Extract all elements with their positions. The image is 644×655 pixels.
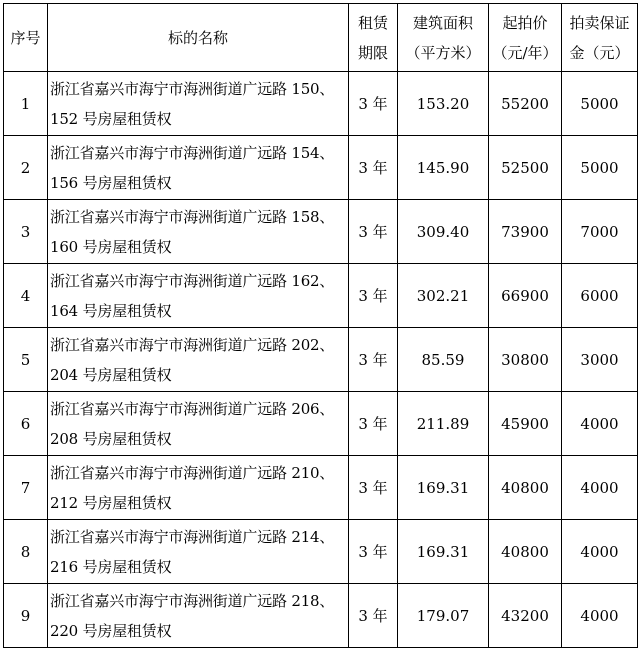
cell-name-line: 152 号房屋租赁权 [50, 109, 172, 128]
cell-area: 179.07 [398, 584, 489, 648]
cell-area: 153.20 [398, 72, 489, 136]
cell-name [48, 136, 349, 200]
cell-name [48, 200, 349, 264]
cell-name-line: 浙江省嘉兴市海宁市海洲街道广远路 218、 [50, 591, 335, 610]
cell-deposit: 4000 [562, 520, 638, 584]
cell-no: 2 [4, 136, 48, 200]
cell-area: 169.31 [398, 456, 489, 520]
cell-no: 1 [4, 72, 48, 136]
table-row [4, 392, 638, 456]
cell-name [48, 584, 349, 648]
cell-no: 6 [4, 392, 48, 456]
header-term-line: 期限 [357, 43, 388, 62]
cell-price: 40800 [489, 456, 562, 520]
table-row [4, 584, 638, 648]
header-area-line: （平方米） [405, 43, 481, 62]
cell-no: 8 [4, 520, 48, 584]
cell-price: 52500 [489, 136, 562, 200]
cell-price: 43200 [489, 584, 562, 648]
cell-no: 9 [4, 584, 48, 648]
cell-term: 3 年 [349, 72, 398, 136]
cell-name-line: 212 号房屋租赁权 [50, 493, 172, 512]
cell-term: 3 年 [349, 136, 398, 200]
cell-no: 3 [4, 200, 48, 264]
cell-area: 169.31 [398, 520, 489, 584]
cell-deposit: 5000 [562, 72, 638, 136]
cell-deposit: 3000 [562, 328, 638, 392]
cell-name-line: 216 号房屋租赁权 [50, 557, 172, 576]
cell-term: 3 年 [349, 456, 398, 520]
cell-name-line: 浙江省嘉兴市海宁市海洲街道广远路 162、 [50, 271, 335, 290]
cell-name-line: 浙江省嘉兴市海宁市海洲街道广远路 158、 [50, 207, 335, 226]
cell-name [48, 456, 349, 520]
cell-deposit: 4000 [562, 456, 638, 520]
table-header-row [4, 4, 638, 72]
cell-no: 7 [4, 456, 48, 520]
cell-deposit: 5000 [562, 136, 638, 200]
header-price-line: 起拍价 [502, 13, 548, 32]
cell-area: 85.59 [398, 328, 489, 392]
auction-table [3, 3, 638, 648]
cell-price: 40800 [489, 520, 562, 584]
table-row [4, 456, 638, 520]
cell-name-line: 208 号房屋租赁权 [50, 429, 172, 448]
cell-area: 211.89 [398, 392, 489, 456]
cell-name [48, 392, 349, 456]
cell-name-line: 220 号房屋租赁权 [50, 621, 172, 640]
header-deposit [562, 4, 638, 72]
cell-name [48, 520, 349, 584]
cell-name [48, 264, 349, 328]
header-area-line: 建筑面积 [412, 13, 473, 32]
cell-price: 30800 [489, 328, 562, 392]
table-body [4, 72, 638, 648]
table-row [4, 136, 638, 200]
header-deposit-line: 金（元） [569, 43, 630, 62]
cell-term: 3 年 [349, 200, 398, 264]
cell-price: 55200 [489, 72, 562, 136]
cell-price: 73900 [489, 200, 562, 264]
header-term [349, 4, 398, 72]
cell-term: 3 年 [349, 264, 398, 328]
cell-price: 45900 [489, 392, 562, 456]
cell-name-line: 204 号房屋租赁权 [50, 365, 172, 384]
cell-deposit: 4000 [562, 392, 638, 456]
table-row [4, 520, 638, 584]
cell-deposit: 7000 [562, 200, 638, 264]
header-name: 标的名称 [48, 4, 349, 72]
cell-term: 3 年 [349, 328, 398, 392]
cell-name-line: 浙江省嘉兴市海宁市海洲街道广远路 154、 [50, 143, 335, 162]
cell-name-line: 160 号房屋租赁权 [50, 237, 172, 256]
header-deposit-line: 拍卖保证 [569, 13, 630, 32]
cell-no: 5 [4, 328, 48, 392]
cell-term: 3 年 [349, 584, 398, 648]
cell-area: 302.21 [398, 264, 489, 328]
cell-name [48, 72, 349, 136]
cell-name-line: 164 号房屋租赁权 [50, 301, 172, 320]
cell-name-line: 浙江省嘉兴市海宁市海洲街道广远路 150、 [50, 79, 335, 98]
header-price-line: （元/年） [492, 43, 558, 62]
table-row [4, 72, 638, 136]
cell-term: 3 年 [349, 520, 398, 584]
cell-term: 3 年 [349, 392, 398, 456]
cell-deposit: 6000 [562, 264, 638, 328]
header-area [398, 4, 489, 72]
cell-name-line: 浙江省嘉兴市海宁市海洲街道广远路 210、 [50, 463, 335, 482]
header-term-line: 租赁 [357, 13, 388, 32]
cell-no: 4 [4, 264, 48, 328]
cell-area: 309.40 [398, 200, 489, 264]
cell-name [48, 328, 349, 392]
cell-deposit: 4000 [562, 584, 638, 648]
table-row [4, 264, 638, 328]
header-no: 序号 [4, 4, 48, 72]
table-row [4, 200, 638, 264]
cell-name-line: 浙江省嘉兴市海宁市海洲街道广远路 214、 [50, 527, 335, 546]
cell-name-line: 浙江省嘉兴市海宁市海洲街道广远路 206、 [50, 399, 335, 418]
table-row [4, 328, 638, 392]
header-price [489, 4, 562, 72]
cell-price: 66900 [489, 264, 562, 328]
cell-area: 145.90 [398, 136, 489, 200]
cell-name-line: 156 号房屋租赁权 [50, 173, 172, 192]
cell-name-line: 浙江省嘉兴市海宁市海洲街道广远路 202、 [50, 335, 335, 354]
